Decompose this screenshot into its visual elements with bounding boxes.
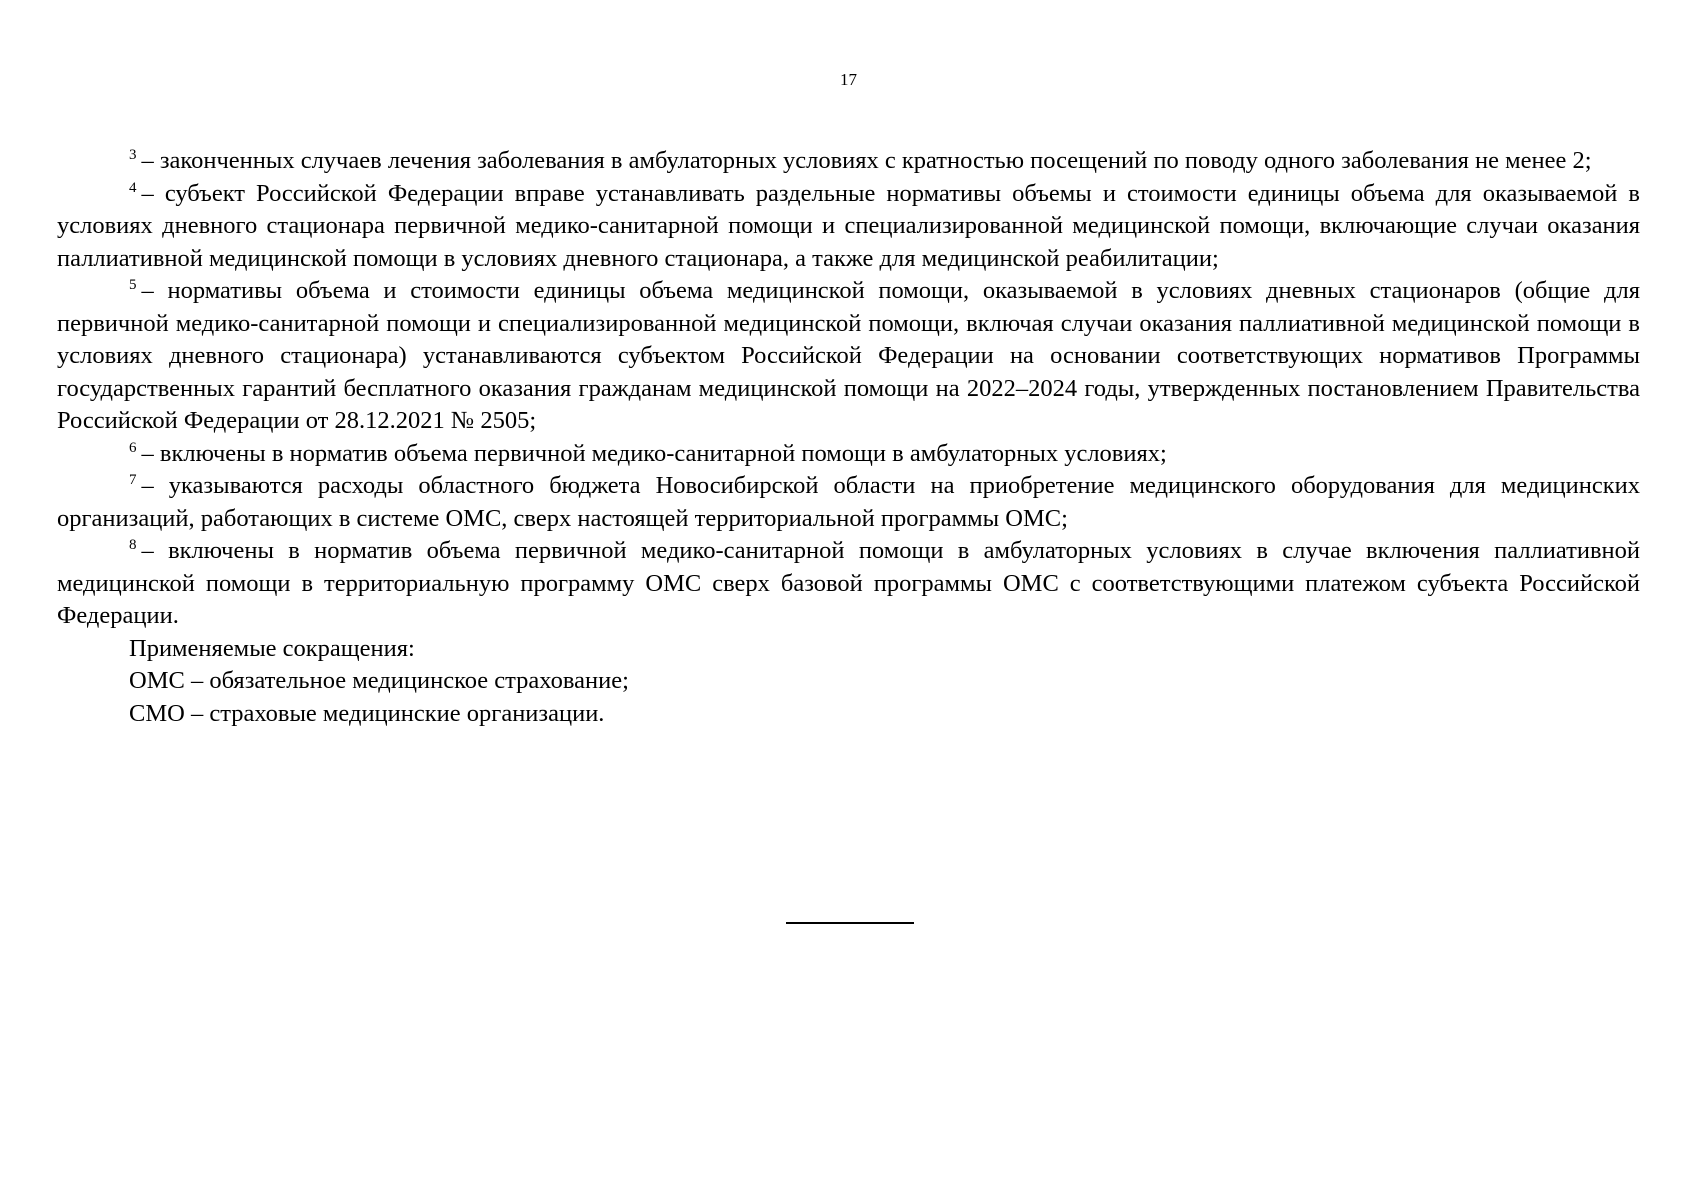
footnote-6	[57, 438, 1640, 471]
footnote-3	[57, 145, 1640, 178]
document-body	[57, 145, 1640, 730]
abbreviation-item-smo: СМО – страховые медицинские организации.	[129, 699, 605, 727]
end-separator-line	[786, 922, 914, 924]
abbreviations-heading: Применяемые сокращения:	[129, 634, 415, 662]
page-number: 17	[840, 70, 857, 89]
footnote-marker: 7	[129, 472, 137, 488]
footnote-text: – субъект Российской Федерации вправе устанавливать раздельные нормативы объемы и стоимости единицы объема для оказываемой в условиях дневного стационара первичной медико-санитарной помощи и специализированной медицинской помощи, включающие случаи оказания паллиативной медицинской помощи в условиях дневного стационара, а также для медицинской реабилитации;	[57, 179, 1640, 272]
footnote-marker: 4	[129, 179, 137, 196]
footnote-marker: 8	[129, 537, 137, 553]
abbreviation-item-oms: ОМС – обязательное медицинское страхование;	[129, 667, 629, 694]
footnote-8	[57, 535, 1640, 633]
footnote-7	[57, 470, 1640, 535]
footnote-text: – указываются расходы областного бюджета Новосибирской области на приобретение медицинского оборудования для медицинских организаций, работающих в системе ОМС, сверх настоящей территориальной программы ОМС;	[57, 472, 1640, 532]
footnote-text: – включены в норматив объема первичной медико-санитарной помощи в амбулаторных условиях в случае включения паллиативной медицинской помощи в территориальную программу ОМС сверх базовой программы ОМС с соответствующими платежом субъекта Российской Федерации.	[57, 537, 1640, 629]
footnote-text: – включены в норматив объема первичной медико-санитарной помощи в амбулаторных условиях;	[141, 439, 1167, 467]
footnote-marker: 6	[129, 439, 137, 456]
footnote-5	[57, 275, 1640, 438]
footnote-marker: 5	[129, 277, 137, 293]
footnote-marker: 3	[129, 147, 137, 163]
footnote-4	[57, 178, 1640, 276]
footnote-text: – нормативы объема и стоимости единицы объема медицинской помощи, оказываемой в условиях дневных стационаров (общие для первичной медико-санитарной помощи и специализированной медицинской помощи, включая случаи оказания паллиативной медицинской помощи в условиях дневного стационара) устанавливаются субъектом Российской Федерации на основании соответствующих нормативов Программы государственных гарантий бесплатного оказания гражданам медицинской помощи на 2022–2024 годы, утвержденных постановлением Правительства Российской Федерации от 28.12.2021 № 2505;	[57, 277, 1640, 434]
footnote-text: – законченных случаев лечения заболевания в амбулаторных условиях с кратностью посещений по поводу одного заболевания не менее 2;	[141, 147, 1592, 174]
